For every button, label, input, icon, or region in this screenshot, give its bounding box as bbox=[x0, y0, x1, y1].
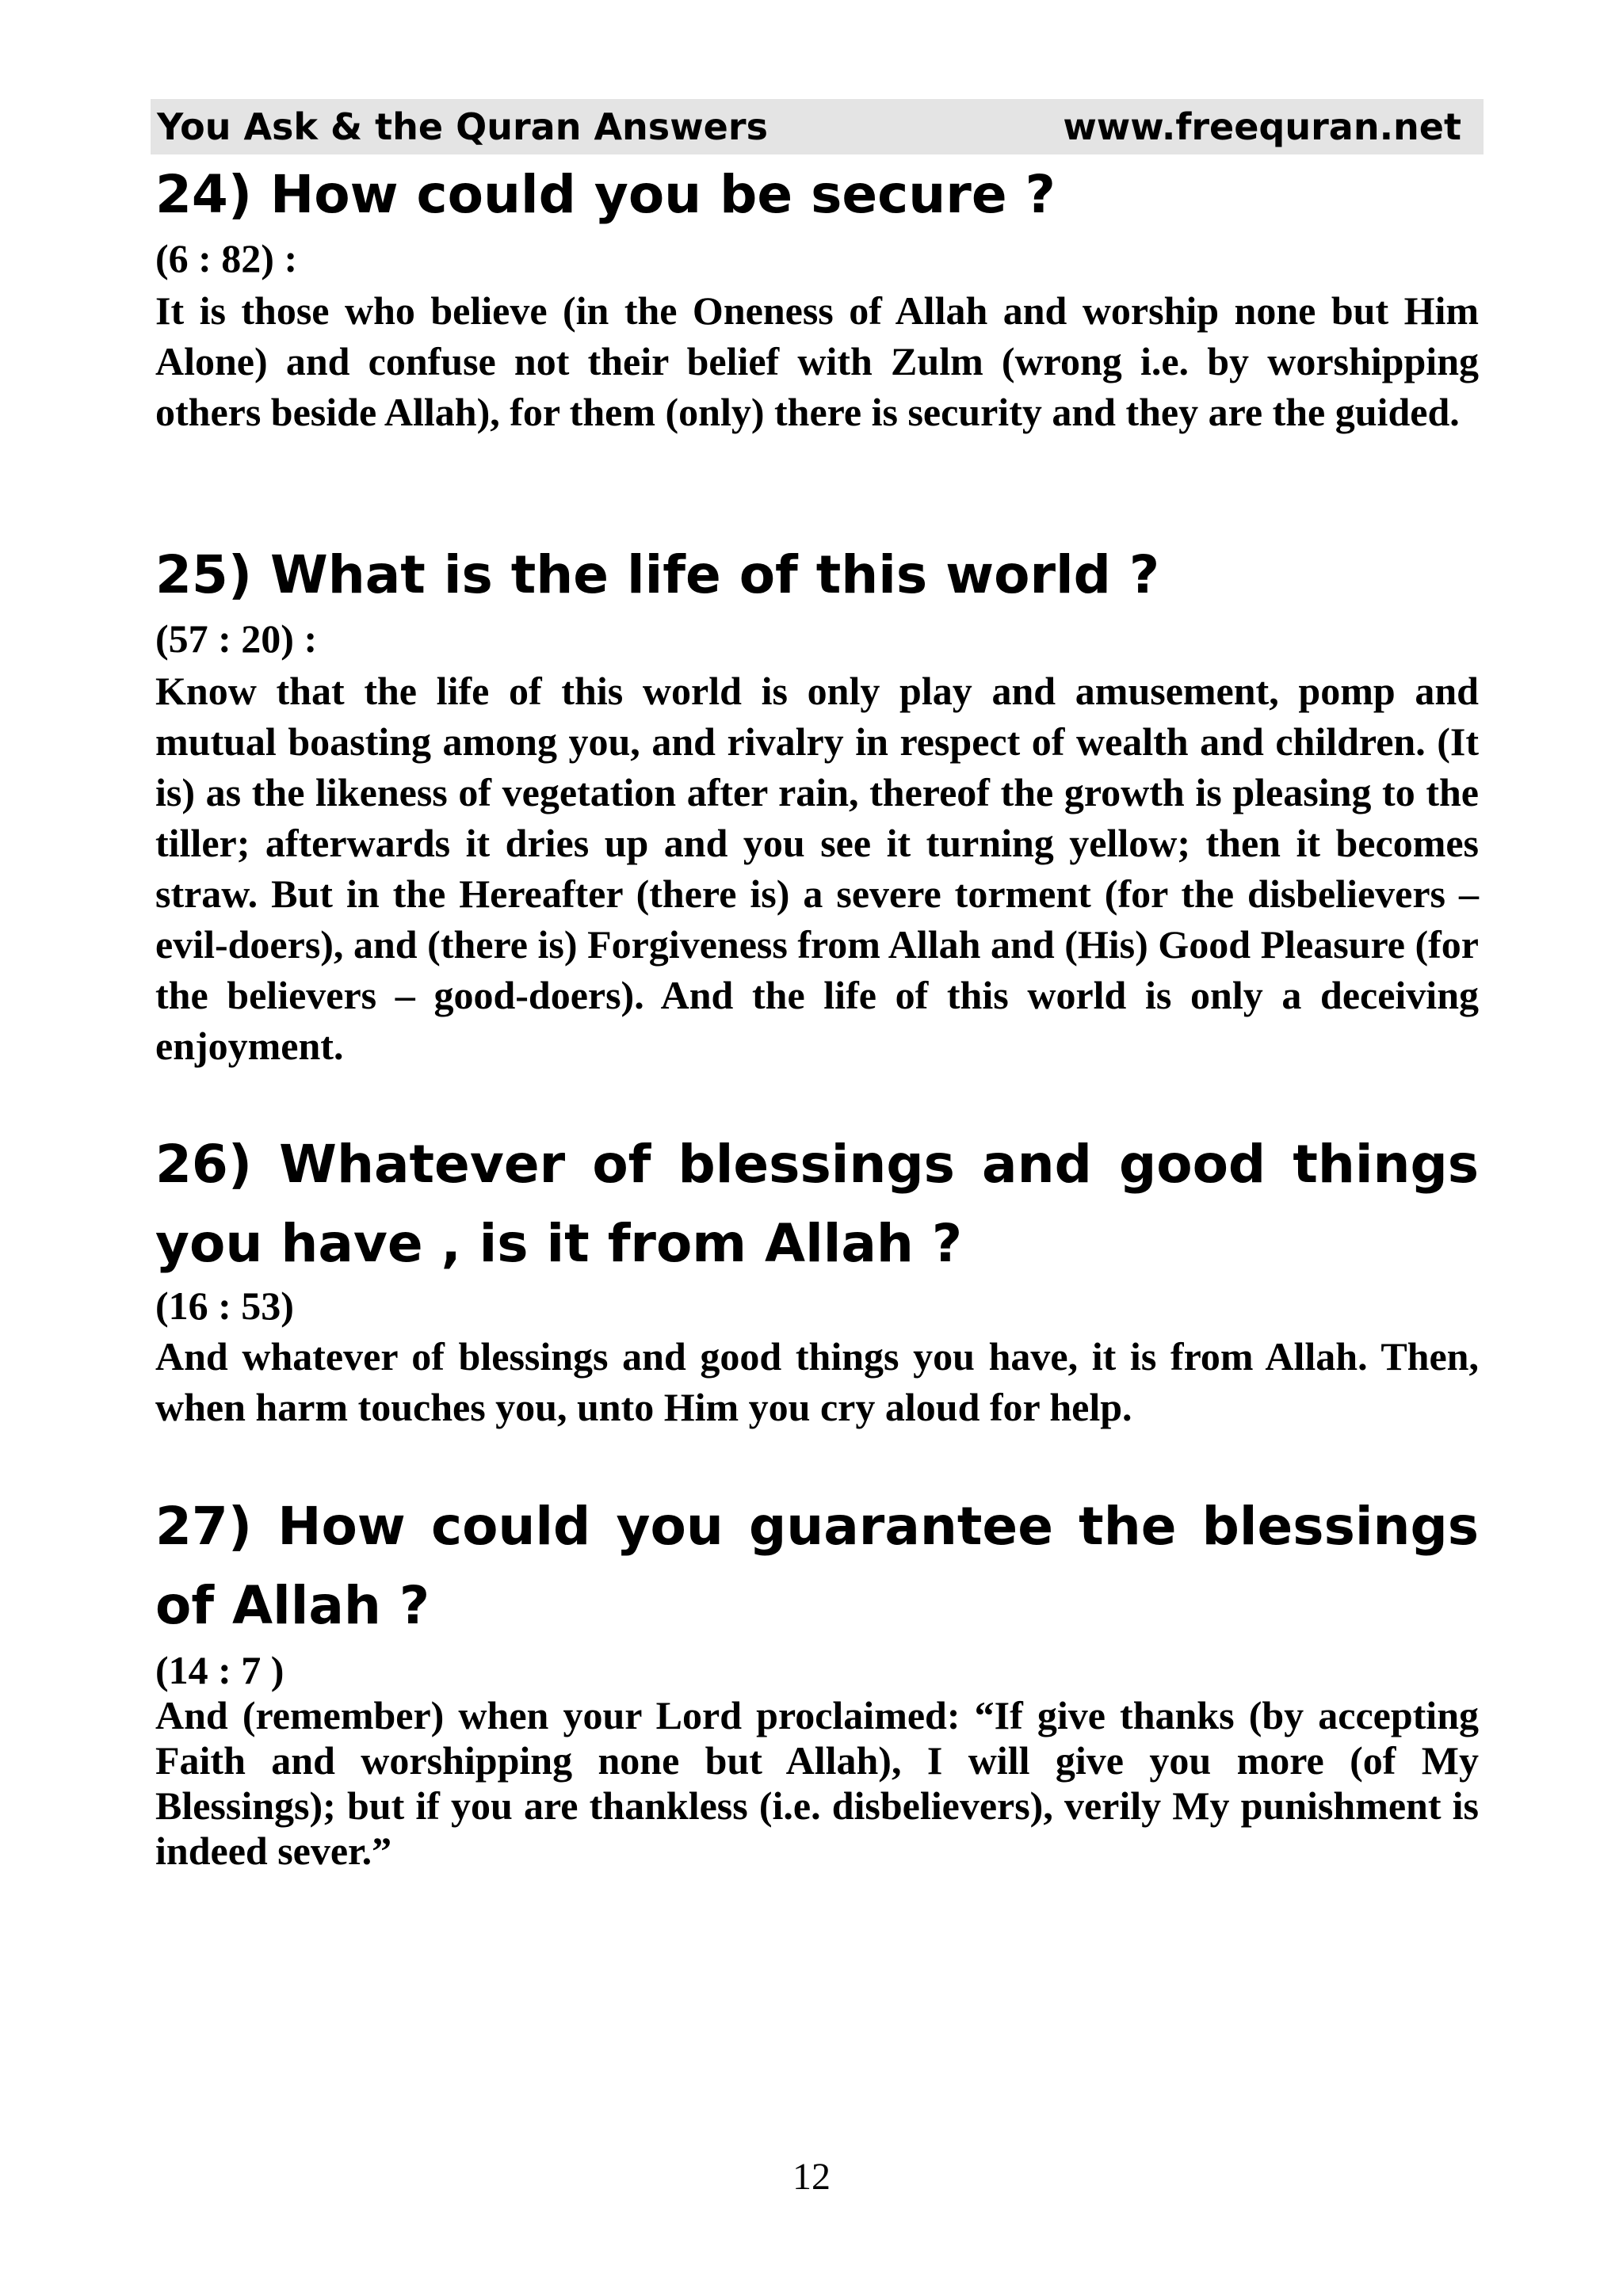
question-title: 24) How could you be secure ? bbox=[155, 164, 1056, 225]
verse-reference: (57 : 20) : bbox=[155, 616, 318, 661]
book-title: You Ask & the Quran Answers bbox=[157, 105, 768, 148]
answer-text: And (remember) when your Lord proclaimed: “If give thanks (by accepting Faith and worshipping none but Allah), I will give you more (of My Blessings); but if you are thankless (i.e. disbelievers), verily My punishment is indeed sever.” bbox=[155, 1693, 1479, 1873]
running-header bbox=[151, 99, 1484, 154]
verse-reference: (6 : 82) : bbox=[155, 236, 298, 280]
verse-reference: (14 : 7 ) bbox=[155, 1648, 285, 1692]
page-number: 12 bbox=[792, 2156, 831, 2198]
answer-text: It is those who believe (in the Oneness of Allah and worship none but Him Alone) and confuse not their belief with Zulm (wrong i.e. by worshipping others beside Allah), for them (only) there is security and they are the guided. bbox=[155, 288, 1479, 434]
website-link[interactable]: www.freequran.net bbox=[1063, 105, 1461, 148]
question-title: 25) What is the life of this world ? bbox=[155, 544, 1160, 605]
answer-text: And whatever of blessings and good things you have, it is from Allah. Then, when harm touches you, unto Him you cry aloud for help. bbox=[155, 1334, 1479, 1429]
question-title: 27) How could you guarantee the blessings of Allah ? bbox=[155, 1496, 1479, 1636]
question-title: 26) Whatever of blessings and good things you have , is it from Allah ? bbox=[155, 1134, 1479, 1274]
verse-reference: (16 : 53) bbox=[155, 1283, 294, 1328]
answer-text: Know that the life of this world is only play and amusement, pomp and mutual boasting among you, and rivalry in respect of wealth and children. (It is) as the likeness of vegetation after rain, thereof the growth is pleasing to the tiller; afterwards it dries up and you see it turning yellow; then it becomes straw. But in the Hereafter (there is) a severe torment (for the disbelievers – evil-doers), and (there is) Forgiveness from Allah and (His) Good Pleasure (for the believers – good-doers). And the life of this world is only a deceiving enjoyment. bbox=[155, 669, 1479, 1068]
